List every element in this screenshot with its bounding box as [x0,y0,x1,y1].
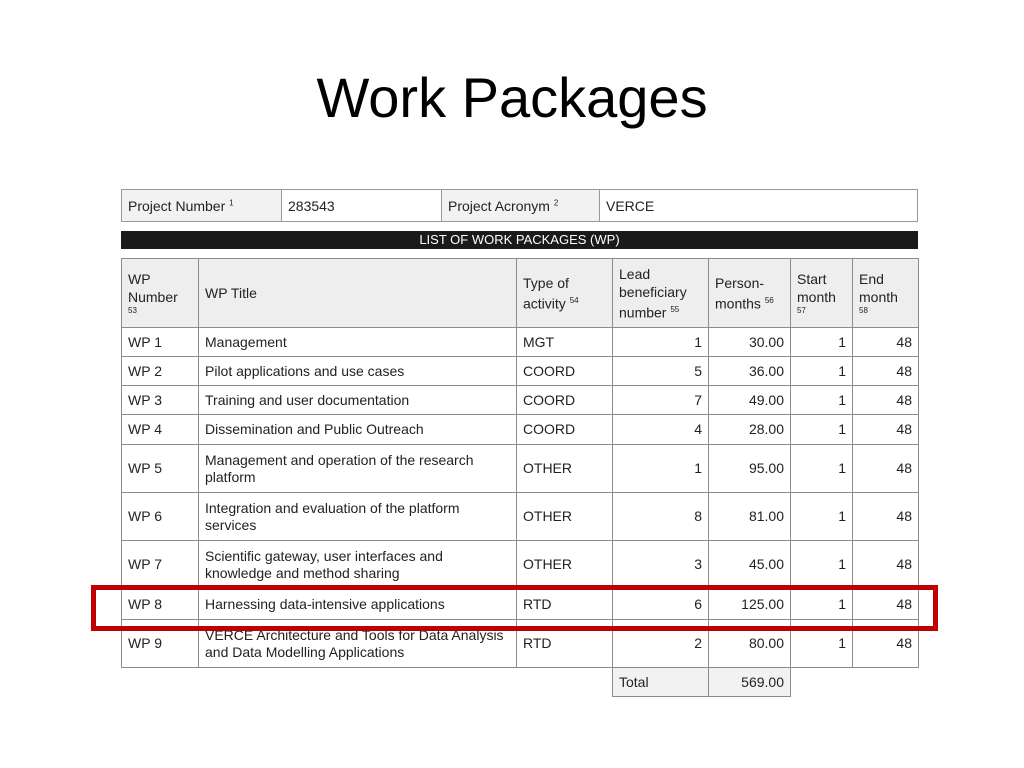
cell-wp-title: Integration and evaluation of the platform services [199,493,517,541]
cell-type: COORD [517,415,613,445]
cell-start: 1 [791,493,853,541]
cell-type: OTHER [517,445,613,493]
cell-end: 48 [853,620,919,668]
project-acronym-label: Project Acronym $^2$ [442,190,600,222]
work-packages-table [121,258,919,697]
cell-wp-title: Management [199,328,517,357]
table-row [122,493,919,541]
header-wp-number: WP Number 53 [122,259,199,328]
cell-lead: 1 [613,445,709,493]
cell-lead: 5 [613,357,709,386]
project-info-table [121,189,918,222]
cell-end: 48 [853,541,919,589]
header-lead: Lead beneficiary number $^{55}$ [613,259,709,328]
cell-wp-number: WP 9 [122,620,199,668]
list-title-band: LIST OF WORK PACKAGES (WP) [121,231,918,249]
cell-person-months: 28.00 [709,415,791,445]
cell-end: 48 [853,493,919,541]
cell-person-months: 81.00 [709,493,791,541]
cell-wp-title: Management and operation of the research platform [199,445,517,493]
cell-end: 48 [853,415,919,445]
cell-start: 1 [791,386,853,415]
cell-type: OTHER [517,493,613,541]
cell-person-months: 45.00 [709,541,791,589]
cell-start: 1 [791,620,853,668]
header-start: Start month 57 [791,259,853,328]
cell-lead: 6 [613,589,709,620]
cell-wp-title: Harnessing data-intensive applications [199,589,517,620]
table-row [122,415,919,445]
cell-lead: 2 [613,620,709,668]
cell-lead: 8 [613,493,709,541]
cell-person-months: 49.00 [709,386,791,415]
table-row [122,445,919,493]
cell-wp-number: WP 2 [122,357,199,386]
total-label: Total [613,668,709,697]
cell-type: COORD [517,386,613,415]
cell-start: 1 [791,445,853,493]
cell-end: 48 [853,328,919,357]
cell-type: COORD [517,357,613,386]
cell-person-months: 36.00 [709,357,791,386]
cell-wp-number: WP 6 [122,493,199,541]
cell-person-months: 30.00 [709,328,791,357]
cell-type: RTD [517,589,613,620]
cell-person-months: 125.00 [709,589,791,620]
cell-lead: 4 [613,415,709,445]
cell-end: 48 [853,386,919,415]
cell-start: 1 [791,589,853,620]
cell-lead: 7 [613,386,709,415]
cell-wp-number: WP 3 [122,386,199,415]
header-wp-title: WP Title [199,259,517,328]
cell-wp-title: Dissemination and Public Outreach [199,415,517,445]
cell-person-months: 95.00 [709,445,791,493]
cell-wp-number: WP 4 [122,415,199,445]
cell-wp-title: Training and user documentation [199,386,517,415]
header-end: End month 58 [853,259,919,328]
cell-start: 1 [791,357,853,386]
project-number-label: Project Number $^1$ [122,190,282,222]
cell-wp-title: Scientific gateway, user interfaces and knowledge and method sharing [199,541,517,589]
cell-start: 1 [791,328,853,357]
project-number-value: 283543 [282,190,442,222]
slide-title: Work Packages [316,66,708,129]
table-row [122,541,919,589]
wp8-highlight-box [91,585,938,631]
table-row [122,357,919,386]
cell-wp-number: WP 1 [122,328,199,357]
cell-wp-number: WP 7 [122,541,199,589]
cell-start: 1 [791,415,853,445]
cell-lead: 3 [613,541,709,589]
total-value: 569.00 [709,668,791,697]
cell-lead: 1 [613,328,709,357]
cell-wp-number: WP 8 [122,589,199,620]
cell-end: 48 [853,589,919,620]
cell-wp-number: WP 5 [122,445,199,493]
cell-person-months: 80.00 [709,620,791,668]
cell-type: RTD [517,620,613,668]
total-row [122,668,919,697]
header-person-months: Person- months $^{56}$ [709,259,791,328]
cell-wp-title: Pilot applications and use cases [199,357,517,386]
cell-type: MGT [517,328,613,357]
header-type: Type of activity $^{54}$ [517,259,613,328]
cell-wp-title: VERCE Architecture and Tools for Data Analysis and Data Modelling Applications [199,620,517,668]
cell-start: 1 [791,541,853,589]
cell-end: 48 [853,357,919,386]
cell-end: 48 [853,445,919,493]
cell-type: OTHER [517,541,613,589]
project-acronym-value: VERCE [600,190,918,222]
table-row [122,328,919,357]
table-header-row [122,259,919,328]
table-row [122,386,919,415]
